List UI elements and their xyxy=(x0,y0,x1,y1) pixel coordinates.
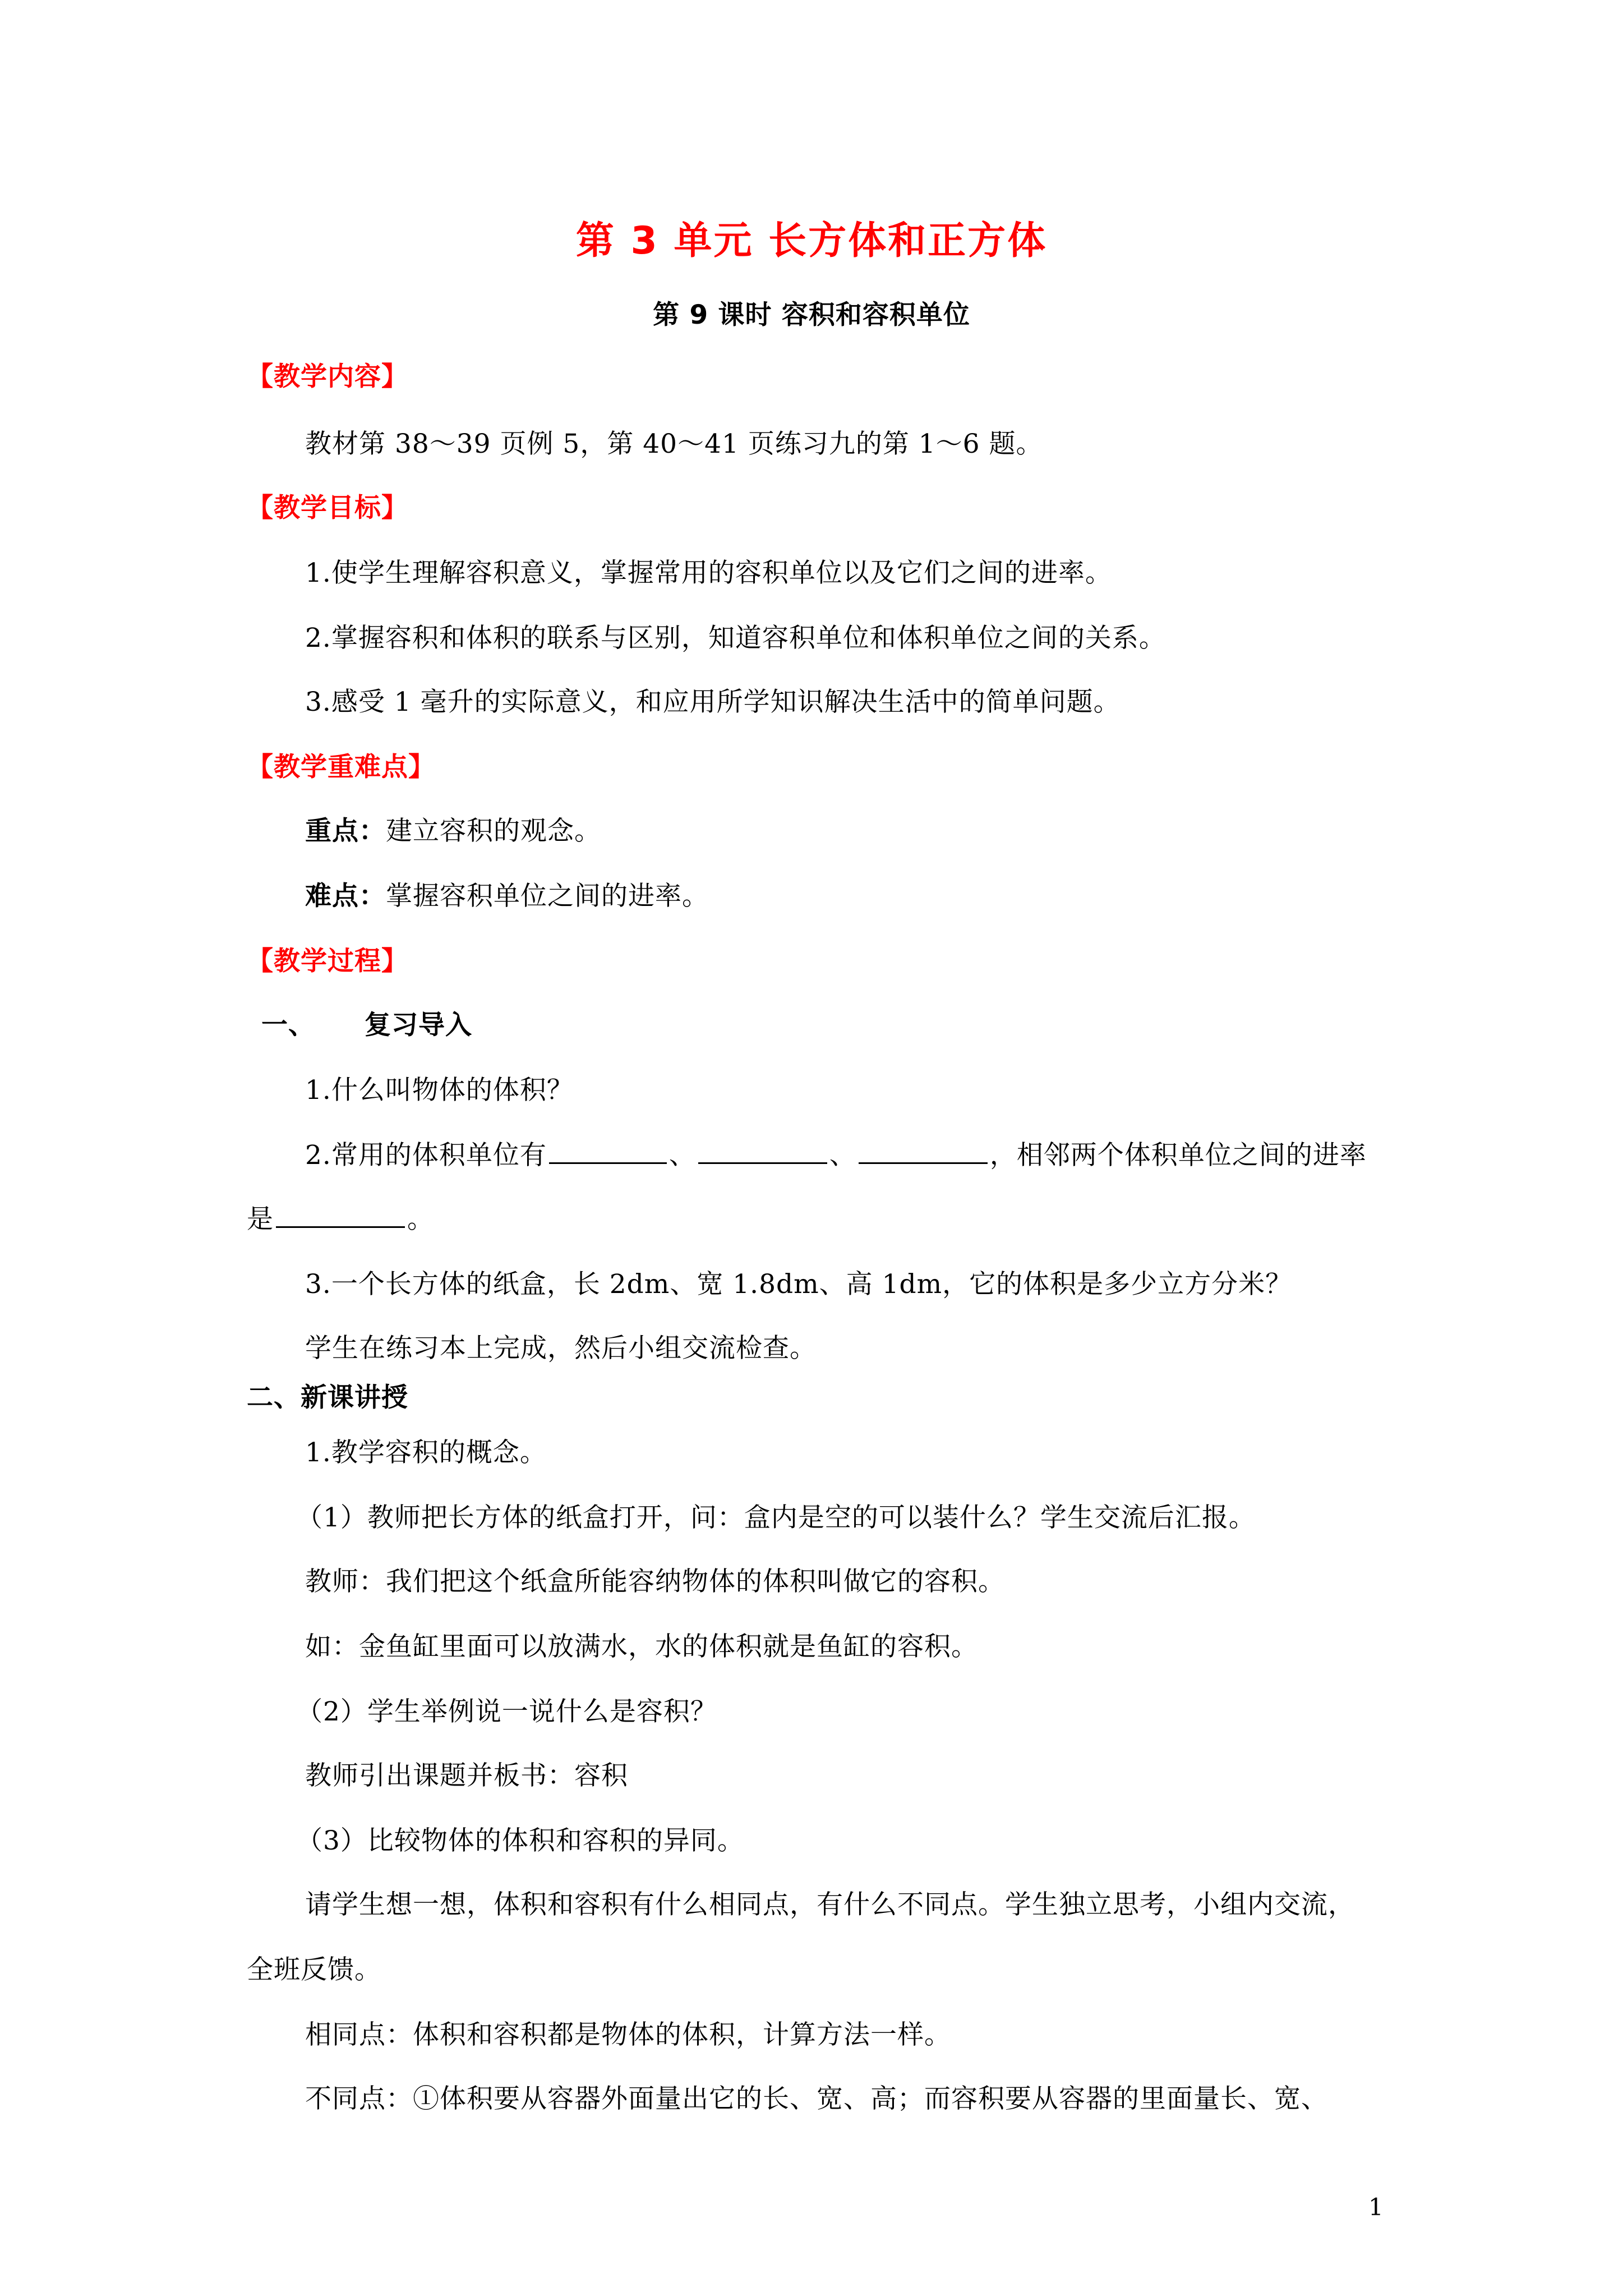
page-number: 1 xyxy=(1368,2193,1384,2221)
lesson-paragraph: （3）比较物体的体积和容积的异同。 xyxy=(296,1825,744,1856)
section-heading-content: 【教学内容】 xyxy=(247,361,408,392)
fill-blank xyxy=(276,1204,405,1228)
goal-item: 3.感受 1 毫升的实际意义，和应用所学知识解决生活中的简单问题。 xyxy=(305,687,1121,717)
lesson-paragraph: 如：金鱼缸里面可以放满水，水的体积就是鱼缸的容积。 xyxy=(305,1631,978,1662)
fill-blank xyxy=(549,1140,667,1164)
section-heading-keypoints: 【教学重难点】 xyxy=(247,752,435,783)
review-question: 1.什么叫物体的体积？ xyxy=(305,1075,574,1106)
lesson-paragraph: （1）教师把长方体的纸盒打开，问：盒内是空的可以装什么？学生交流后汇报。 xyxy=(296,1502,1256,1533)
lesson-paragraph: 相同点：体积和容积都是物体的体积，计算方法一样。 xyxy=(305,2019,951,2050)
part2-title: 二、新课讲授 xyxy=(247,1382,408,1413)
q2-separator: 、 xyxy=(668,1140,696,1171)
section-heading-goals: 【教学目标】 xyxy=(247,493,408,523)
key-point xyxy=(305,815,601,848)
difficulty-label: 难点： xyxy=(305,881,386,912)
content-text: 教材第 38～39 页例 5，第 40～41 页练习九的第 1～6 题。 xyxy=(305,429,1043,459)
review-note: 学生在练习本上完成，然后小组交流检查。 xyxy=(305,1333,817,1364)
key-text: 建立容积的观念。 xyxy=(386,816,601,846)
lesson-paragraph: 教师：我们把这个纸盒所能容纳物体的体积叫做它的容积。 xyxy=(305,1566,1005,1597)
review-question-fill-cont xyxy=(247,1203,434,1236)
section-heading-process: 【教学过程】 xyxy=(247,946,408,977)
q2-separator: 、 xyxy=(829,1140,856,1171)
lesson-paragraph: 1.教学容积的概念。 xyxy=(305,1437,547,1468)
review-question-fill xyxy=(305,1139,1367,1172)
part1-number: 一、 xyxy=(261,1010,315,1041)
lesson-paragraph: 教师引出课题并板书：容积 xyxy=(305,1760,628,1791)
q2-suffix: ，相邻两个体积单位之间的进率 xyxy=(989,1140,1367,1171)
part1-title: 复习导入 xyxy=(365,1010,472,1041)
lesson-paragraph: （2）学生举例说一说什么是容积？ xyxy=(296,1696,717,1727)
unit-title: 第 3 单元 长方体和正方体 xyxy=(575,219,1048,263)
lesson-title: 第 9 课时 容积和容积单位 xyxy=(653,300,970,330)
q2-prefix: 2.常用的体积单位有 xyxy=(305,1140,547,1171)
lesson-paragraph: 不同点：①体积要从容器外面量出它的长、宽、高；而容积要从容器的里面量长、宽、 xyxy=(305,2083,1328,2114)
key-label: 重点： xyxy=(305,816,386,846)
fill-blank xyxy=(859,1140,988,1164)
q2-line2-prefix: 是 xyxy=(247,1204,274,1235)
difficulty-text: 掌握容积单位之间的进率。 xyxy=(386,881,709,912)
lesson-paragraph-cont: 全班反馈。 xyxy=(247,1954,381,1985)
fill-blank xyxy=(698,1140,827,1164)
difficulty-point xyxy=(305,880,709,913)
q2-line2-suffix: 。 xyxy=(407,1204,434,1235)
review-question: 3.一个长方体的纸盒，长 2dm、宽 1.8dm、高 1dm，它的体积是多少立方分米？ xyxy=(305,1269,1293,1300)
goal-item: 2.掌握容积和体积的联系与区别，知道容积单位和体积单位之间的关系。 xyxy=(305,623,1166,654)
lesson-paragraph: 请学生想一想，体积和容积有什么相同点，有什么不同点。学生独立思考，小组内交流， xyxy=(305,1889,1355,1920)
goal-item: 1.使学生理解容积意义，掌握常用的容积单位以及它们之间的进率。 xyxy=(305,558,1112,588)
